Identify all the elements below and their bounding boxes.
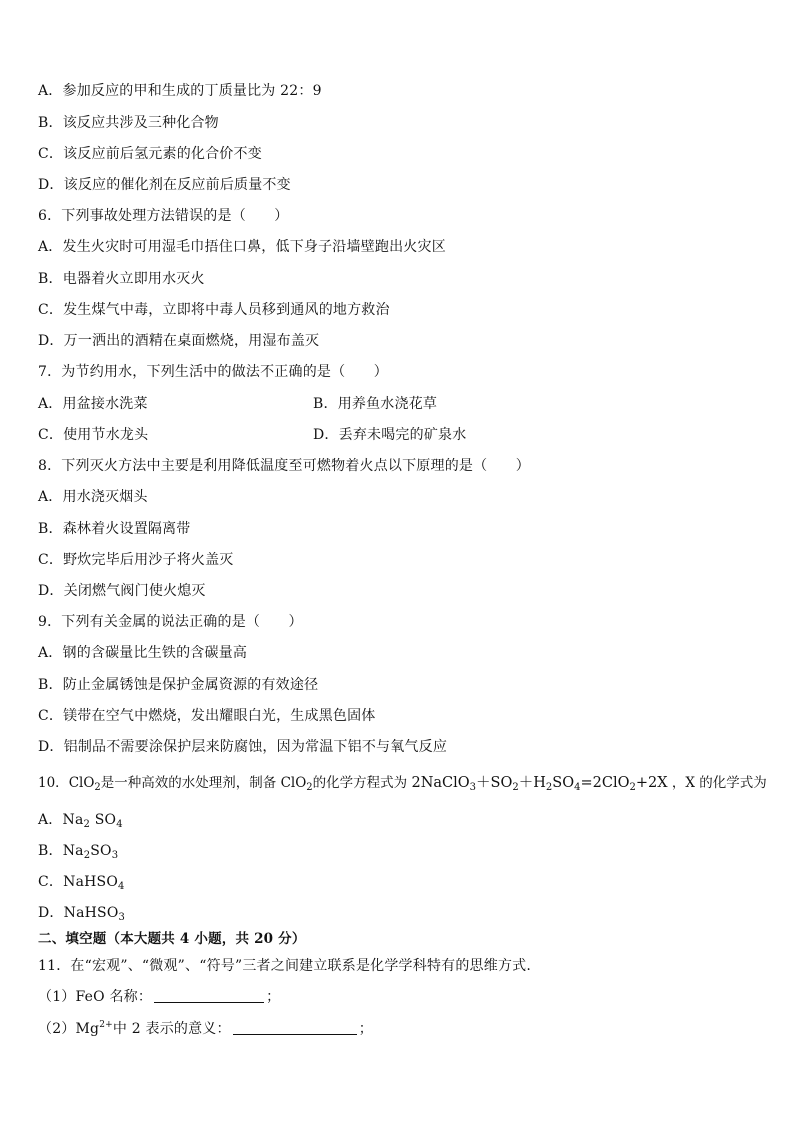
q10-option-a	[38, 810, 123, 830]
q9-stem: 9．下列有关金属的说法正确的是（ ）	[38, 614, 303, 630]
subscript: 4	[574, 782, 581, 793]
eq-coef: 2	[411, 775, 421, 791]
q8-option-c: C．野炊完毕后用沙子将火盖灭	[38, 552, 234, 568]
q5-option-d: D．该反应的催化剂在反应前后质量不变	[38, 177, 291, 193]
q7-option-c: C．使用节水龙头	[38, 427, 149, 443]
q5-option-c: C．该反应前后氢元素的化合价不变	[38, 146, 262, 162]
q8-option-b: B．森林着火设置隔离带	[38, 521, 191, 537]
subscript: 2	[512, 782, 519, 793]
q10-stem	[38, 773, 767, 793]
q10-clo2-b: ClO	[280, 775, 307, 791]
formula: NaHSO	[63, 905, 119, 921]
eq-plus: ＋	[518, 775, 534, 791]
q7-option-b: B．用养鱼水浇花草	[313, 396, 438, 412]
q6-stem: 6．下列事故处理方法错误的是（ ）	[38, 208, 289, 224]
eq-tail: +2X	[635, 775, 668, 791]
q6-option-d: D．万一洒出的酒精在桌面燃烧，用湿布盖灭	[38, 333, 320, 349]
eq-naclo: NaClO	[420, 775, 470, 791]
q9-option-a: A．钢的含碳量比生铁的含碳量高	[38, 645, 248, 661]
q9-option-b: B．防止金属锈蚀是保护金属资源的有效途径	[38, 677, 319, 693]
q7-option-a: A．用盆接水洗菜	[38, 396, 148, 412]
formula: NaHSO	[63, 874, 118, 890]
option-label: D．	[38, 905, 64, 921]
q5-option-b: B．该反应共涉及三种化合物	[38, 115, 219, 131]
formula: SO	[90, 843, 112, 859]
option-label: B．	[38, 843, 63, 859]
answer-blank-1[interactable]	[154, 987, 264, 1003]
subscript: 3	[469, 782, 477, 793]
semicolon: ；	[358, 1021, 373, 1037]
q7-stem: 7．为节约用水，下列生活中的做法不正确的是（ ）	[38, 364, 388, 380]
q11-part-2	[38, 1019, 373, 1039]
superscript: 2+	[99, 1020, 113, 1030]
subscript: 2	[83, 819, 91, 830]
subscript: 2	[94, 782, 101, 793]
q7-row-1	[38, 394, 148, 414]
q11-part-1	[38, 987, 280, 1007]
subscript: 4	[118, 881, 125, 892]
eq-h2so4: H	[533, 775, 546, 791]
q10-text-3: ，X 的化学式为	[671, 775, 767, 791]
q10-option-c	[38, 872, 125, 892]
formula: SO	[94, 812, 117, 828]
subscript: 3	[111, 850, 119, 861]
q10-text-1: 是一种高效的水处理剂，制备	[100, 775, 281, 791]
eq-so2: SO	[490, 775, 513, 791]
section-2-title: 二、填空题（本大题共 4 小题，共 20 分）	[38, 931, 306, 947]
subscript: 4	[116, 819, 123, 830]
q7-option-d: D．丢弃未喝完的矿泉水	[313, 427, 467, 443]
q11-part-2-label-b: 中 2 表示的意义：	[112, 1021, 231, 1037]
q6-option-b: B．电器着火立即用水灭火	[38, 271, 205, 287]
q10-clo2-a: ClO	[68, 775, 95, 791]
q11-part-2-label: （2）Mg	[38, 1021, 100, 1037]
q10-option-b	[38, 841, 118, 861]
eq-plus: ＋	[476, 775, 491, 791]
eq-product: =2ClO	[580, 775, 630, 791]
option-label: A．	[38, 812, 63, 828]
subscript: 2	[545, 782, 553, 793]
q8-option-a: A．用水浇灭烟头	[38, 489, 148, 505]
subscript: 2	[83, 850, 91, 861]
formula: Na	[62, 812, 84, 828]
option-label: C．	[38, 874, 64, 890]
subscript: 2	[306, 782, 313, 793]
q10-option-d	[38, 903, 125, 923]
q11-stem: 11．在“宏观”、“微观”、“符号”三者之间建立联系是化学学科特有的思维方式.	[38, 958, 532, 974]
q10-equation	[411, 775, 667, 791]
subscript: 2	[629, 782, 636, 793]
q9-option-d: D．铝制品不需要涂保护层来防腐蚀，因为常温下铝不与氧气反应	[38, 739, 448, 755]
q8-option-d: D．关闭燃气阀门使火熄灭	[38, 583, 206, 599]
subscript: 3	[118, 912, 126, 923]
formula: Na	[62, 843, 84, 859]
q10-number: 10．	[38, 775, 69, 791]
semicolon: ；	[266, 989, 281, 1005]
q11-part-1-label: （1）FeO 名称：	[38, 989, 153, 1005]
q10-text-2: 的化学方程式为	[312, 775, 412, 791]
q6-option-a: A．发生火灾时可用湿毛巾捂住口鼻，低下身子沿墙壁跑出火灾区	[38, 239, 446, 255]
eq-so4: SO	[552, 775, 575, 791]
q5-option-a: A．参加反应的甲和生成的丁质量比为 22：9	[38, 83, 322, 99]
q6-option-c: C．发生煤气中毒，立即将中毒人员移到通风的地方救治	[38, 302, 390, 318]
q9-option-c: C．镁带在空气中燃烧，发出耀眼白光，生成黑色固体	[38, 708, 376, 724]
answer-blank-2[interactable]	[233, 1019, 357, 1035]
q8-stem: 8．下列灭火方法中主要是利用降低温度至可燃物着火点以下原理的是（ ）	[38, 458, 530, 474]
